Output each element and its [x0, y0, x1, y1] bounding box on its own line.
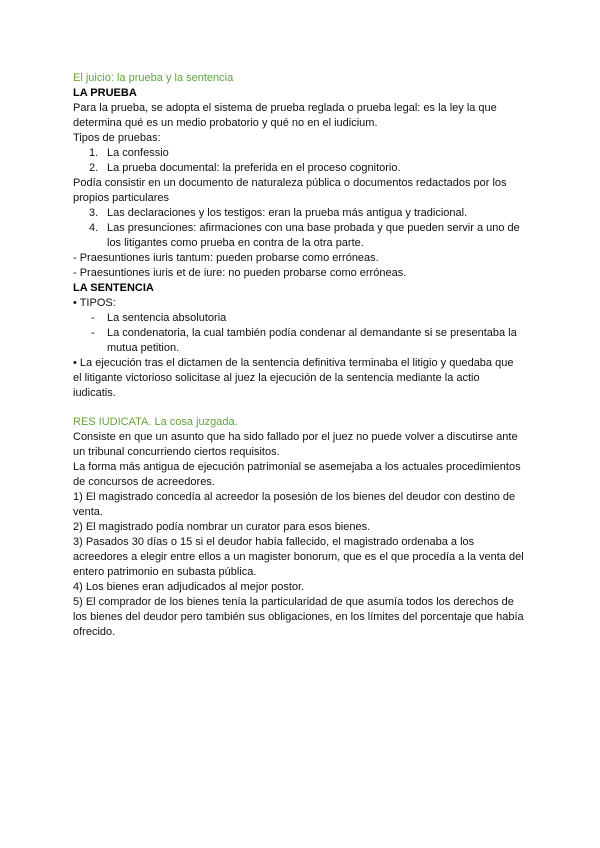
paragraph-line: propios particulares	[73, 192, 169, 204]
item-number: 3.	[89, 207, 99, 219]
document-page	[73, 71, 533, 640]
item-text: La confessio	[107, 147, 169, 159]
paragraph-line: Consiste en que un asunto que ha sido fallado por el juez no puede volver a discutirse ante	[73, 431, 518, 443]
paragraph-line: el litigante victorioso solicitase al juez la ejecución de la sentencia mediante la actio	[73, 372, 480, 384]
paragraph-line: - Praesuntiones iuris tantum: pueden probarse como erróneas.	[73, 252, 379, 264]
item-number: 1.	[89, 147, 99, 159]
item-marker: -	[91, 327, 95, 339]
item-marker: -	[91, 312, 95, 324]
item-text: mutua petition.	[107, 342, 180, 354]
section-heading-sentencia: LA SENTENCIA	[73, 282, 154, 294]
item-number: 2.	[89, 162, 99, 174]
paragraph-line: venta.	[73, 506, 103, 518]
numbered-item	[73, 146, 533, 161]
paragraph-line: • La ejecución tras el dictamen de la sentencia definitiva terminaba el litigio y quedaba que	[73, 357, 514, 369]
paragraph-line: iudicatis.	[73, 387, 116, 399]
paragraph-line: 3) Pasados 30 días o 15 si el deudor había fallecido, el magistrado ordenaba a los	[73, 536, 475, 548]
numbered-item	[73, 161, 533, 176]
paragraph-line: - Praesuntiones iuris et de iure: no pueden probarse como erróneas.	[73, 267, 407, 279]
paragraph-line: un tribunal concurriendo ciertos requisitos.	[73, 446, 280, 458]
numbered-item	[73, 221, 533, 251]
numbered-item	[73, 206, 533, 221]
paragraph-line: de concursos de acreedores.	[73, 476, 215, 488]
dash-item	[73, 311, 533, 326]
paragraph-line: Podía consistir en un documento de naturaleza pública o documentos redactados por los	[73, 177, 507, 189]
paragraph-line: 4) Los bienes eran adjudicados al mejor postor.	[73, 581, 305, 593]
section-subtitle: El juicio: la prueba y la sentencia	[73, 72, 234, 84]
paragraph-line: ofrecido.	[73, 626, 116, 638]
section-heading-prueba: LA PRUEBA	[73, 87, 137, 99]
tipos-label: • TIPOS:	[73, 297, 116, 309]
item-text: los litigantes como prueba en contra de la otra parte.	[107, 237, 364, 249]
item-text: Las presunciones: afirmaciones con una base probada y que pueden servir a uno de	[107, 222, 520, 234]
tipos-label: Tipos de pruebas:	[73, 132, 161, 144]
paragraph-line: 1) El magistrado concedía al acreedor la posesión de los bienes del deudor con destino de	[73, 491, 516, 503]
paragraph-line: acreedores a elegir entre ellos a un magister bonorum, que es el que procedía a la venta del	[73, 551, 524, 563]
dash-item	[73, 326, 533, 356]
item-text: La prueba documental: la preferida en el proceso cognitorio.	[107, 162, 401, 174]
paragraph-line: Para la prueba, se adopta el sistema de prueba reglada o prueba legal: es la ley la que	[73, 102, 497, 114]
paragraph-line: 5) El comprador de los bienes tenía la particularidad de que asumía todos los derechos de	[73, 596, 514, 608]
item-text: Las declaraciones y los testigos: eran la prueba más antigua y tradicional.	[107, 207, 468, 219]
item-number: 4.	[89, 222, 99, 234]
item-text: La sentencia absolutoria	[107, 312, 227, 324]
item-text: La condenatoria, la cual también podía condenar al demandante si se presentaba la	[107, 327, 517, 339]
paragraph-line: entero patrimonio en subasta pública.	[73, 566, 257, 578]
paragraph-line: La forma más antigua de ejecución patrimonial se asemejaba a los actuales procedimientos	[73, 461, 521, 473]
section-subtitle: RES IUDICATA. La cosa juzgada.	[73, 416, 238, 428]
paragraph-line: determina qué es un medio probatorio y qué no en el iudicium.	[73, 117, 378, 129]
paragraph-line: 2) El magistrado podía nombrar un curator para esos bienes.	[73, 521, 371, 533]
paragraph-line: los bienes del deudor pero también sus obligaciones, en los límites del porcentaje que había	[73, 611, 524, 623]
